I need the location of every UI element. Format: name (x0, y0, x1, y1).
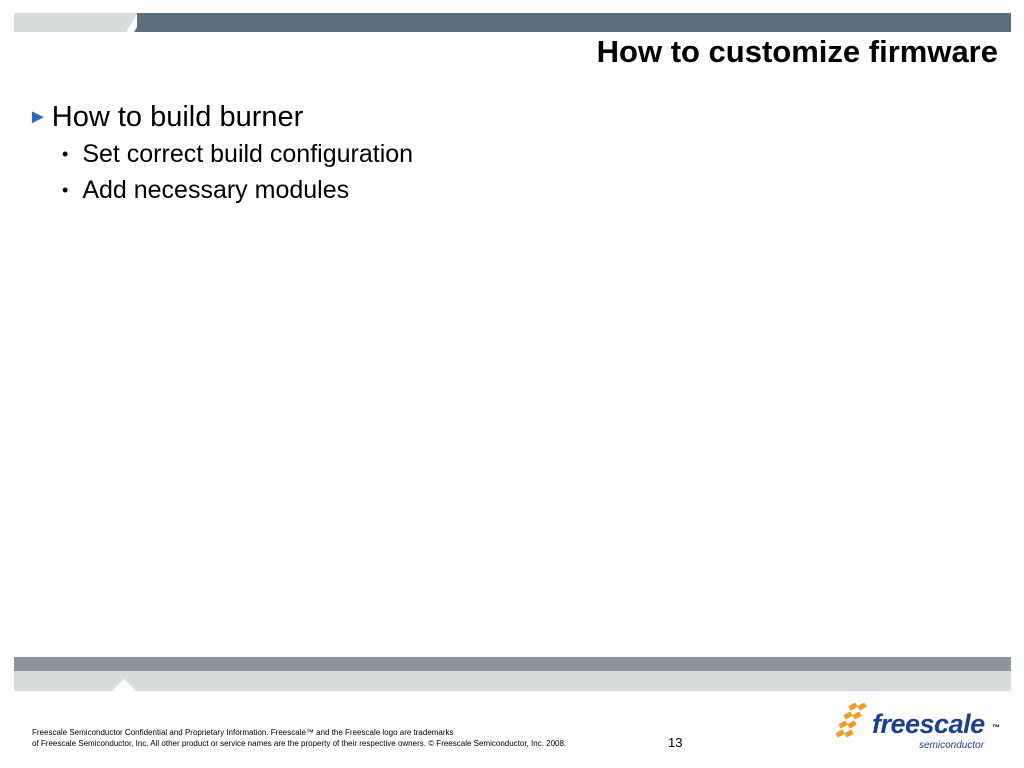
bottom-bar-light (14, 671, 1011, 691)
logo-wordmark: freescale (872, 709, 985, 739)
bullet-dot-icon: • (62, 143, 69, 164)
freescale-logo (836, 703, 1006, 753)
top-bar-notch-dark (134, 13, 146, 32)
bottom-bar-dark (14, 657, 1011, 671)
footer-legal-text (32, 727, 566, 749)
freescale-logo-mark-icon (836, 703, 872, 743)
top-bar-light-segment (14, 13, 127, 32)
bullet-level2 (62, 136, 413, 172)
top-decorative-bar (14, 13, 1011, 32)
slide-content (28, 98, 413, 208)
bullet-text: How to build burner (51, 100, 304, 133)
slide-title: How to customize firmware (596, 34, 998, 69)
sub-bullet-text: Set correct build configuration (82, 139, 414, 168)
triangle-right-icon: ► (28, 106, 48, 128)
sub-bullet-text: Add necessary modules (82, 175, 350, 204)
logo-trademark: ™ (992, 723, 1000, 732)
top-bar-dark-segment (137, 13, 1011, 32)
bullet-level2 (62, 172, 413, 208)
bullet-dot-icon: • (62, 179, 69, 200)
footer-line: Freescale Semiconductor Confidential and Proprietary Information. Freescale™ and the Freescale logo are trademarks (32, 728, 454, 737)
bottom-bar-notch (112, 679, 136, 691)
footer-line: of Freescale Semiconductor, Inc. All other product or service names are the property of their respective owners. © Freescale Semiconductor, Inc. 2008. (32, 739, 567, 748)
bullet-level1 (28, 98, 413, 136)
page-number: 13 (668, 735, 683, 750)
logo-subtitle: semiconductor (919, 740, 985, 751)
